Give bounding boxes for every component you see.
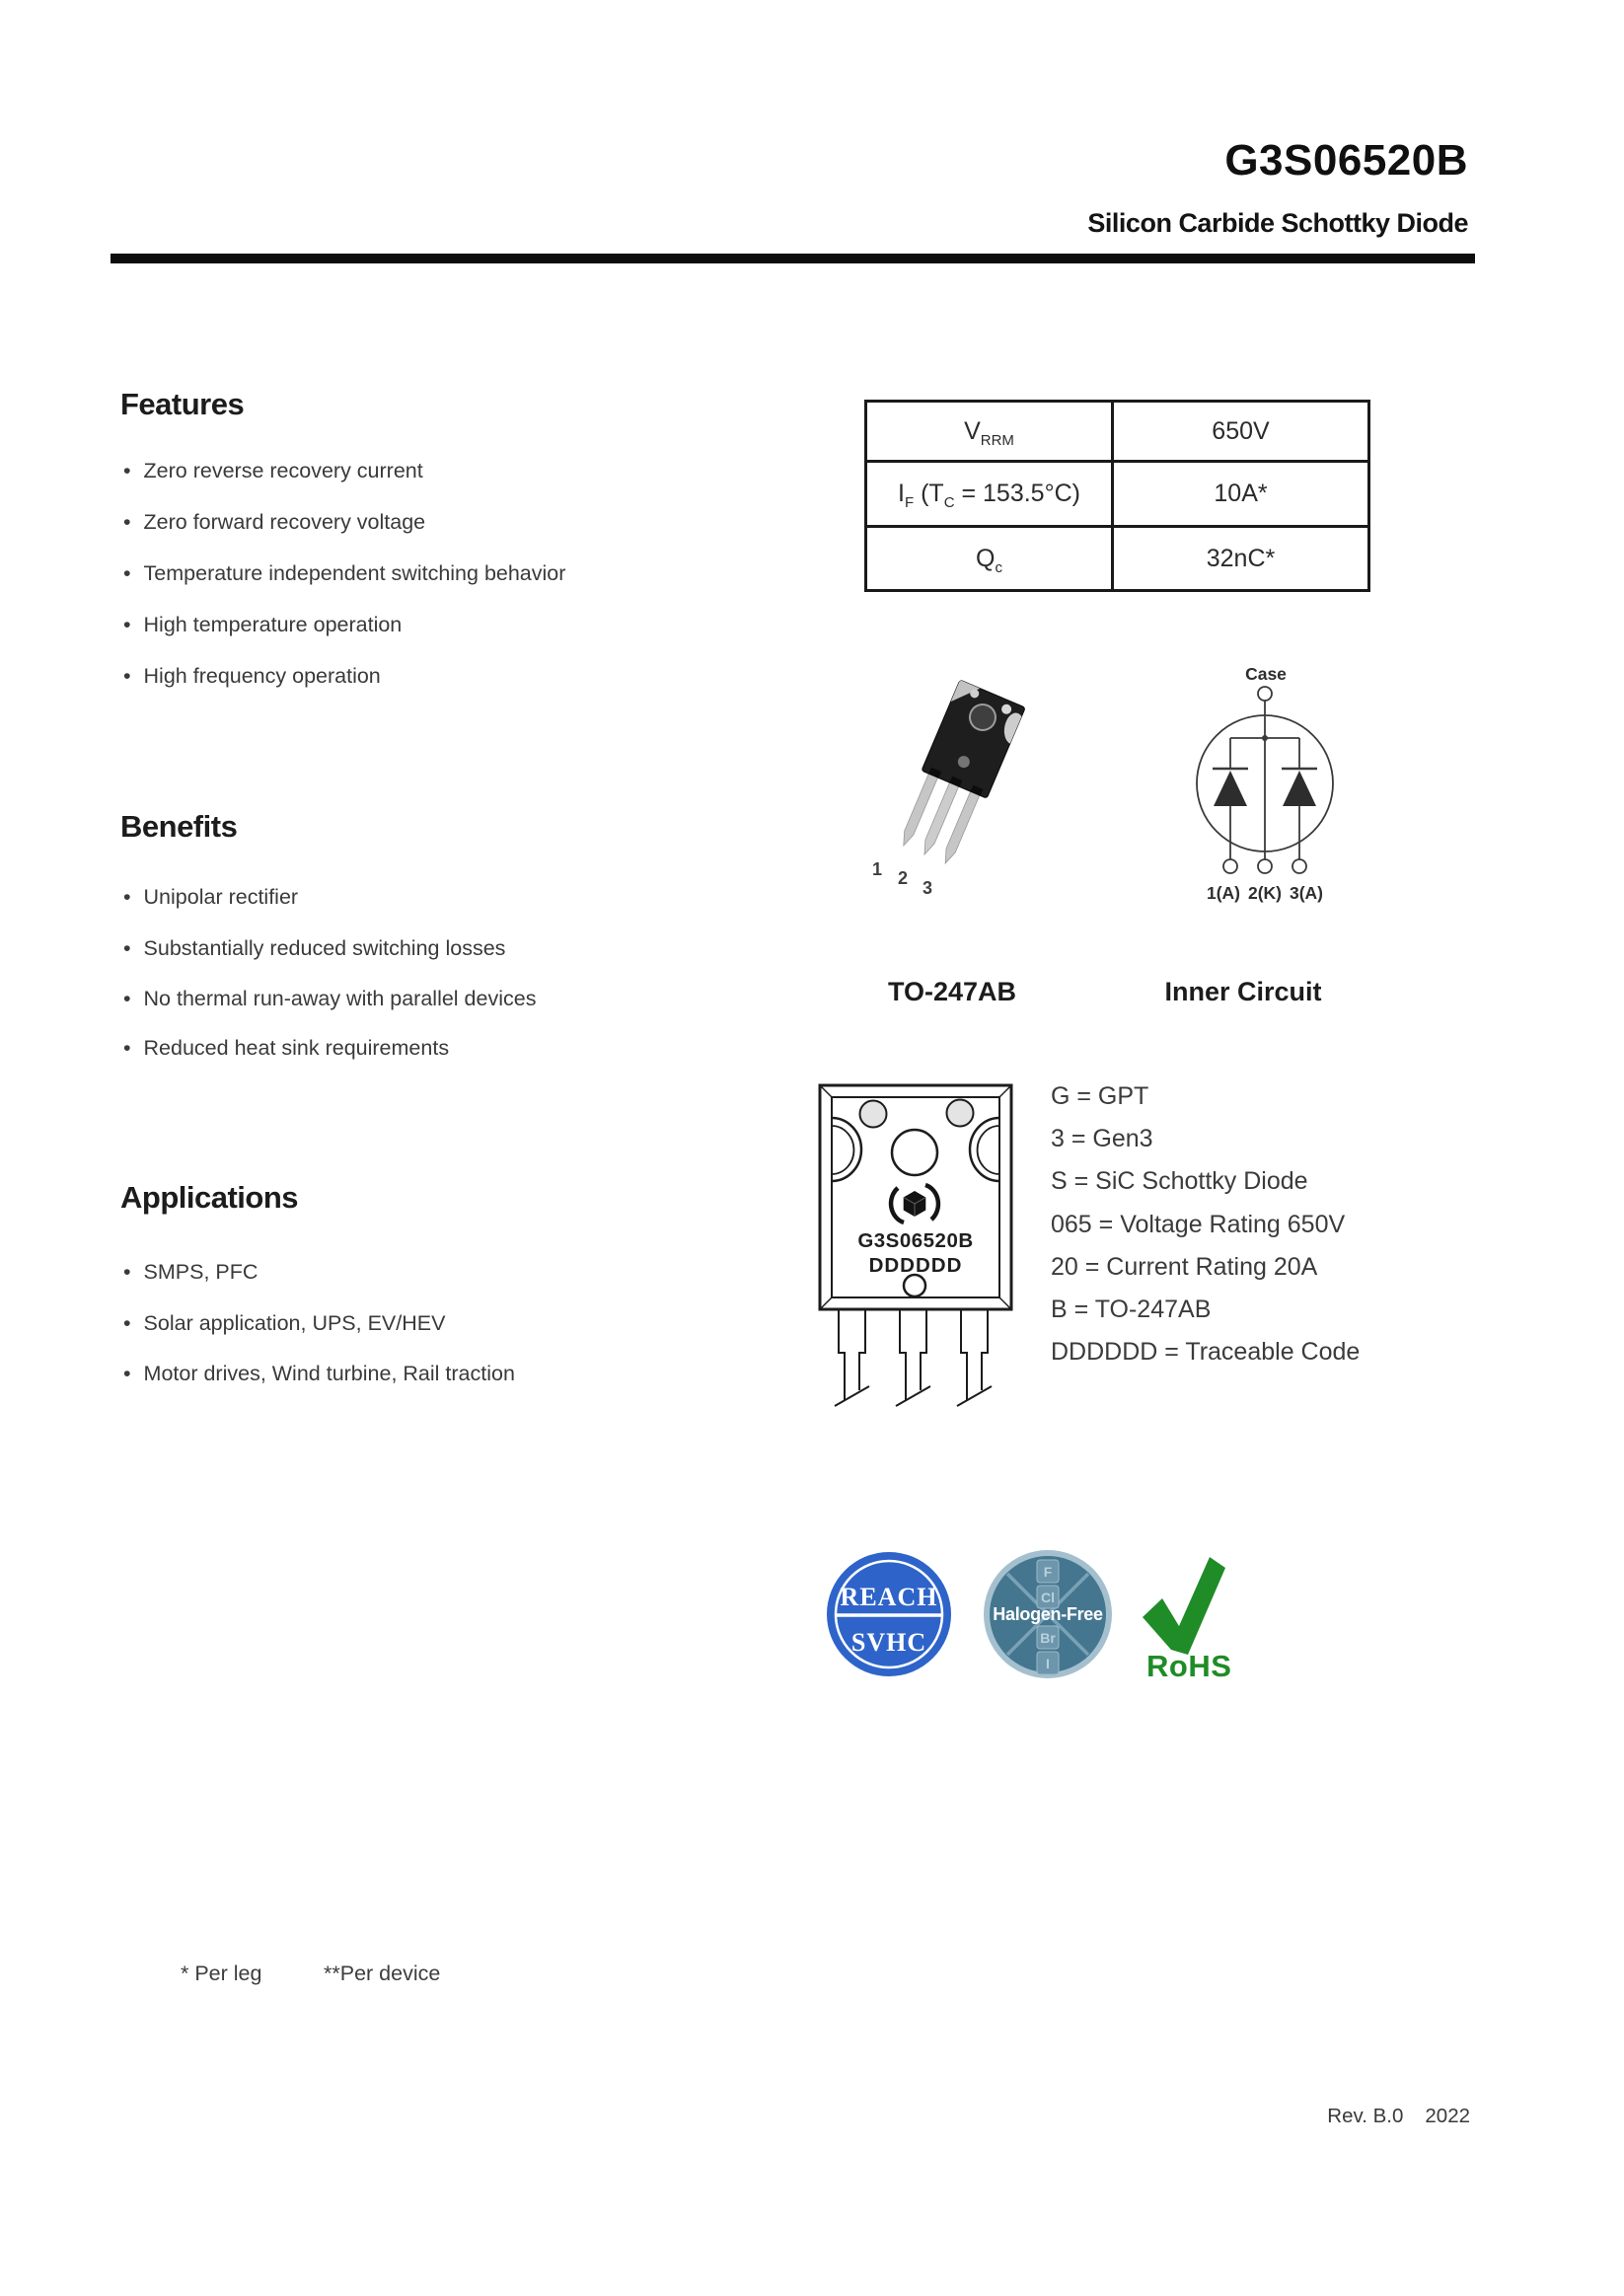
param-cell: $V_{RRM}$ <box>866 402 1113 462</box>
page-subtitle: Silicon Carbide Schottky Diode <box>1087 208 1468 238</box>
halogen-free-badge <box>983 1549 1113 1679</box>
pin-terminal <box>1223 859 1237 873</box>
benefit-item: • Unipolar rectifier <box>123 885 298 910</box>
svg-text:I: I <box>1046 1656 1050 1671</box>
feature-item: • Zero reverse recovery current <box>123 459 423 483</box>
decoder-line: S = SiC Schottky Diode <box>1051 1167 1308 1196</box>
feature-item: • High temperature operation <box>123 613 402 637</box>
decoder-line: 065 = Voltage Rating 650V <box>1051 1210 1346 1238</box>
reach-label: REACH <box>840 1583 938 1611</box>
value-cell: 10A* <box>1113 462 1369 527</box>
value-cell: 32nC* <box>1113 527 1369 591</box>
diode-symbol <box>1282 738 1317 859</box>
pin-number-label: 2 <box>897 868 909 888</box>
screw-hole <box>860 1101 887 1128</box>
package-photo <box>860 639 1038 906</box>
param-cell: $I_F$ $(T_C = 153.5^\circ C)$ <box>866 462 1113 527</box>
svhc-label: SVHC <box>850 1628 927 1657</box>
rohs-badge <box>1137 1552 1235 1683</box>
pin-label: 3(A) <box>1289 883 1324 903</box>
benefit-item: • Reduced heat sink requirements <box>123 1036 449 1061</box>
pin-number-label: 1 <box>871 859 883 879</box>
revision: Rev. B.0 2022 <box>1327 2105 1470 2127</box>
pin-terminal <box>1258 859 1272 873</box>
case-terminal <box>1258 687 1272 701</box>
svg-text:Cl: Cl <box>1041 1590 1055 1605</box>
svg-text:F: F <box>1043 1564 1053 1580</box>
checkmark-icon <box>1143 1557 1225 1655</box>
decoder-line: DDDDDD = Traceable Code <box>1051 1338 1361 1367</box>
benefits-heading: Benefits <box>120 809 238 844</box>
reach-svhc-badge <box>826 1551 952 1677</box>
footnote: **Per device <box>324 1962 441 1985</box>
marking-diagram <box>811 1078 1018 1419</box>
header-rule <box>111 254 1475 263</box>
value-cell: 650V <box>1113 402 1369 462</box>
table-row <box>866 527 1369 591</box>
table-row <box>866 462 1369 527</box>
application-item: • Motor drives, Wind turbine, Rail traction <box>123 1362 515 1386</box>
application-item: • SMPS, PFC <box>123 1260 258 1285</box>
pin-label: 2(K) <box>1247 883 1283 903</box>
halogen-free-label: Halogen-Free <box>993 1604 1103 1624</box>
feature-item: • High frequency operation <box>123 664 381 689</box>
diode-symbol <box>1213 738 1248 859</box>
inner-circuit-diagram <box>1144 651 1332 910</box>
footnote: * Per leg <box>181 1962 262 1985</box>
page-title: G3S06520B <box>1224 136 1468 185</box>
package-label: TO-247AB <box>887 977 1017 1006</box>
decoder-list <box>1051 1082 1360 1380</box>
decoder-line: G = GPT <box>1051 1082 1149 1110</box>
rohs-label: RoHS <box>1146 1649 1232 1683</box>
part-number-marking: G3S06520B <box>857 1229 974 1252</box>
marking-leg <box>835 1309 992 1406</box>
features-heading: Features <box>120 387 245 421</box>
table-row <box>866 402 1369 462</box>
svg-text:Br: Br <box>1040 1630 1056 1646</box>
benefit-item: • Substantially reduced switching losses <box>123 936 505 961</box>
feature-item: • Temperature independent switching behavior <box>123 561 565 586</box>
applications-heading: Applications <box>120 1180 299 1215</box>
decoder-line: 20 = Current Rating 20A <box>1051 1252 1318 1281</box>
pin-label: 1(A) <box>1206 883 1241 903</box>
benefit-item: • No thermal run-away with parallel devices <box>123 987 536 1011</box>
screw-hole <box>947 1100 974 1127</box>
decoder-line: 3 = Gen3 <box>1051 1125 1153 1153</box>
param-cell: $Q_c$ <box>866 527 1113 591</box>
feature-item: • Zero forward recovery voltage <box>123 510 425 535</box>
application-item: • Solar application, UPS, EV/HEV <box>123 1311 445 1336</box>
pin-number-label: 3 <box>922 878 933 898</box>
decoder-line: B = TO-247AB <box>1051 1295 1212 1323</box>
inner-circuit-label: Inner Circuit <box>1164 977 1322 1006</box>
case-label: Case <box>1245 664 1287 684</box>
ratings-table <box>864 400 1370 592</box>
trace-code-marking: DDDDDD <box>868 1254 963 1277</box>
pin-terminal <box>1292 859 1306 873</box>
